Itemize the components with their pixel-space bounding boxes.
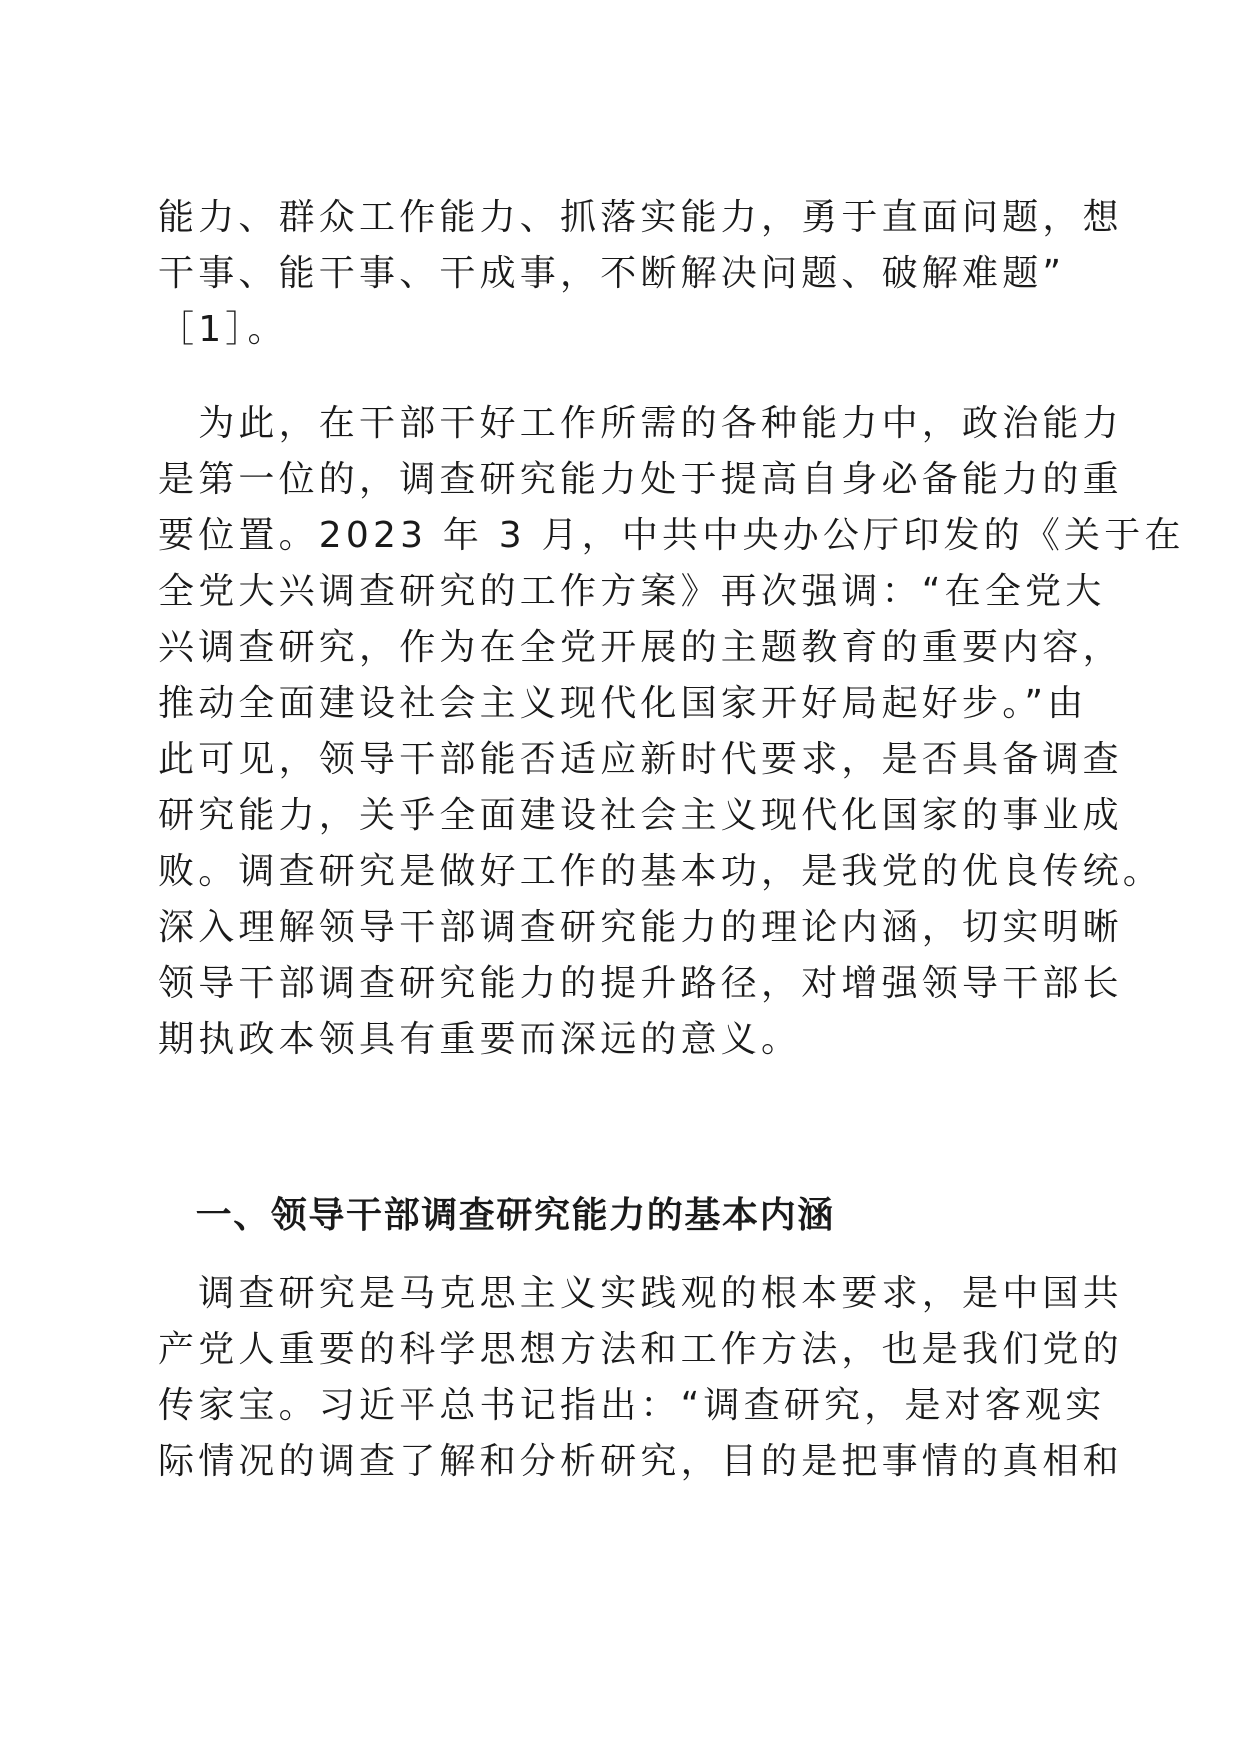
- text-line: 产党人重要的科学思想方法和工作方法，也是我们党的: [158, 1329, 1123, 1370]
- text-line: 为此，在干部干好工作所需的各种能力中，政治能力: [158, 403, 1123, 444]
- body-paragraph: [158, 396, 1185, 1068]
- continuation-paragraph: [158, 190, 1123, 358]
- text-line: 干事、能干事、干成事，不断解决问题、破解难题”: [158, 253, 1066, 294]
- section-heading: [158, 1188, 1088, 1244]
- body-paragraph: [158, 1266, 1123, 1490]
- text-line: 兴调查研究，作为在全党开展的主题教育的重要内容，: [158, 627, 1123, 668]
- text-line: 领导干部调查研究能力的提升路径，对增强领导干部长: [158, 963, 1123, 1004]
- text-line: 研究能力，关乎全面建设社会主义现代化国家的事业成: [158, 795, 1123, 836]
- text-line: 期执政本领具有重要而深远的意义。: [158, 1019, 802, 1060]
- text-line: 此可见，领导干部能否适应新时代要求，是否具备调查: [158, 739, 1123, 780]
- text-line: 要位置。2023 年 3 月，中共中央办公厅印发的《关于在: [158, 515, 1185, 556]
- text-line: 深入理解领导干部调查研究能力的理论内涵，切实明晰: [158, 907, 1123, 948]
- text-line: 际情况的调查了解和分析研究，目的是把事情的真相和: [158, 1441, 1123, 1482]
- text-line: 败。调查研究是做好工作的基本功，是我党的优良传统。: [158, 851, 1164, 892]
- text-line: 传家宝。习近平总书记指出：“调查研究，是对客观实: [158, 1385, 1106, 1426]
- text-line: 全党大兴调查研究的工作方案》再次强调：“在全党大: [158, 571, 1106, 612]
- text-line: 能力、群众工作能力、抓落实能力，勇于直面问题，想: [158, 197, 1123, 238]
- text-line: 推动全面建设社会主义现代化国家开好局起好步。”由: [158, 683, 1088, 724]
- text-line: ［1］。: [158, 309, 288, 350]
- text-line: 调查研究是马克思主义实践观的根本要求，是中国共: [158, 1273, 1123, 1314]
- section-heading-text: 一、领导干部调查研究能力的基本内涵: [158, 1195, 835, 1236]
- text-line: 是第一位的，调查研究能力处于提高自身必备能力的重: [158, 459, 1123, 500]
